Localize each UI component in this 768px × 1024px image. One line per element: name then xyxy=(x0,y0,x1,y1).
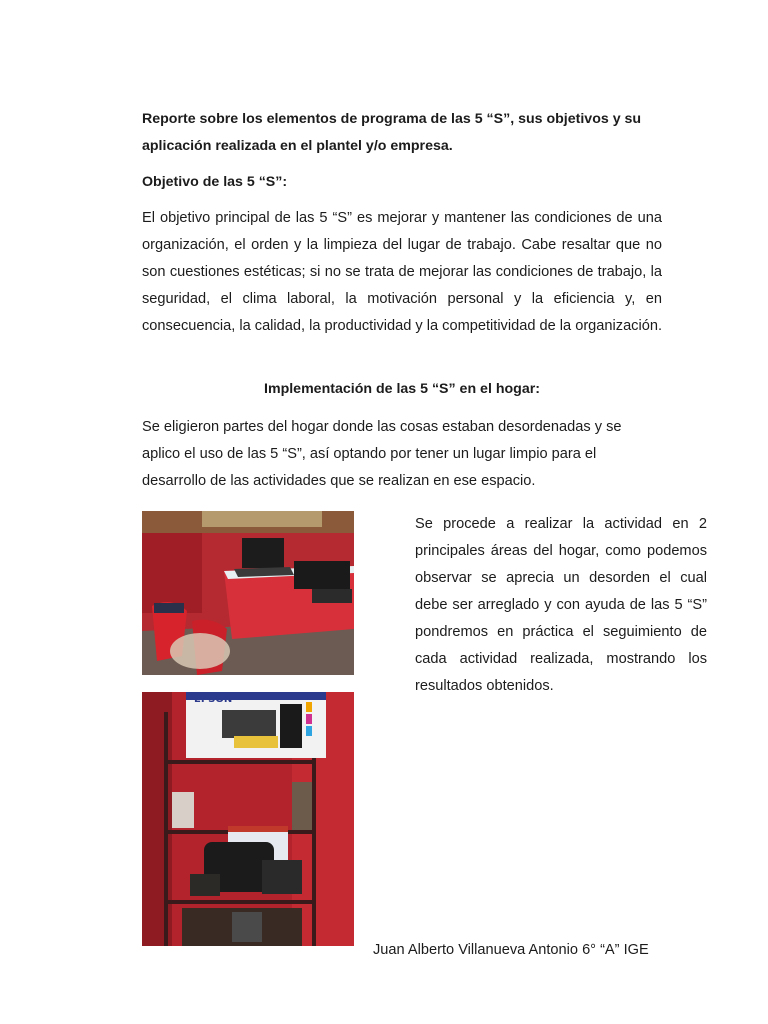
objective-paragraph: El objetivo principal de las 5 “S” es mejorar y mantener las condiciones de una organización, el orden y la limpieza del lugar de trabajo. Cabe resaltar que no son cuestiones estéticas; si no se trata de mejorar las condiciones de trabajo, la seguridad, el clima laboral, la motivación personal y la eficiencia y, en consecuencia, la calidad, la productividad y la competitividad de la organización. xyxy=(142,210,663,334)
epson-box-logo: EPSON xyxy=(194,694,233,705)
document-title: Reporte sobre los elementos de programa de las 5 “S”, sus objetivos y su aplicación realizada en el plantel y/o empresa. xyxy=(142,111,642,154)
author-signature: Juan Alberto Villanueva Antonio 6° “A” IGE xyxy=(373,942,649,958)
activity-paragraph: Se procede a realizar la actividad en 2 principales áreas del hogar, como podemos observar se aprecia un desorden el cual debe ser arreglado y con ayuda de las 5 “S” pondremos en práctica el seguimiento de cada actividad realizada, mostrando los resultados obtenidos. xyxy=(415,516,707,694)
photo-room-laptop xyxy=(142,511,354,675)
photo-room-laptop-image xyxy=(142,511,354,675)
objective-heading: Objetivo de las 5 “S”: xyxy=(142,174,288,190)
implementation-paragraph: Se eligieron partes del hogar donde las cosas estaban desordenadas y se aplico el uso de las 5 “S”, así optando por tener un lugar limpio para el desarrollo de las actividades que se realizan en ese espacio. xyxy=(142,419,622,489)
implementation-heading: Implementación de las 5 “S” en el hogar: xyxy=(264,381,540,397)
photo-shelf-printer-image xyxy=(142,692,354,946)
photo-shelf-printer xyxy=(142,692,354,946)
